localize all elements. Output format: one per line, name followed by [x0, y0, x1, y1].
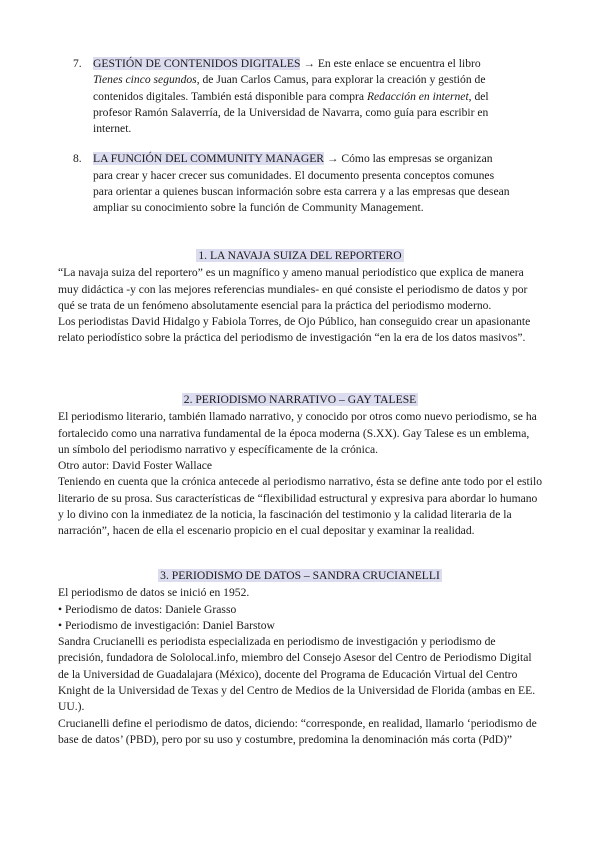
- section-title: 1. LA NAVAJA SUIZA DEL REPORTERO: [198, 249, 402, 262]
- link-community-manager[interactable]: LA FUNCIÓN DEL COMMUNITY MANAGER: [93, 152, 325, 166]
- paragraph: El periodismo de datos se inició en 1952.: [58, 586, 250, 600]
- section-title: 2. PERIODISMO NARRATIVO – GAY TALESE: [183, 393, 417, 406]
- item-text: → Cómo las empresas se organizan para crear y hacer crecer sus comunidades. El documento presenta conceptos comunes para orientar a quienes buscan información sobre esta carrera y a las empresas que desean ampliar su conocimiento sobre la función de Community Management.: [93, 152, 510, 215]
- book-title: Tienes cinco segundos: [93, 73, 197, 87]
- link-list: [73, 56, 513, 217]
- section-title: 3. PERIODISMO DE DATOS – SANDRA CRUCIANELLI: [160, 569, 440, 582]
- paragraph: Los periodistas David Hidalgo y Fabiola Torres, de Ojo Público, han conseguido crear un apasionante relato periodístico sobre la práctica del periodismo de investigación “en la era de los datos masivos”.: [58, 315, 531, 345]
- paragraph: El periodismo literario, también llamado narrativo, y conocido por otros como nuevo periodismo, se ha fortalecido como una narrativa fundamental de la época moderna (S.XX). Gay Talese es un emblema, un símbolo del periodismo narrativo y específicamente de la crónica.: [58, 410, 537, 456]
- book-title: Redacción en internet: [366, 89, 469, 103]
- item-text: , de Juan Carlos Camus, para explorar la creación y gestión de contenidos digitales. También está disponible para compra: [93, 73, 486, 103]
- paragraph: Teniendo en cuenta que la crónica antecede al periodismo narrativo, ésta se define ante todo por el estilo literario de su prosa. Sus características de “flexibilidad estructural y expresiva para abordar lo humano y lo divino con la inmediatez de la noticia, la fascinación del testimonio y la calidad literaria de la narración”, hacen de ella el escenario propicio en el cual depositar y examinar la realidad.: [58, 475, 542, 538]
- list-item-7: [73, 56, 513, 137]
- list-number: 8.: [73, 152, 82, 166]
- bullet-item: • Periodismo de investigación: Daniel Barstow: [58, 618, 275, 632]
- list-item-8: [73, 151, 513, 216]
- section-navaja-suiza: [58, 248, 542, 347]
- bullet-item: • Periodismo de datos: Daniele Grasso: [58, 602, 237, 616]
- paragraph: Crucianelli define el periodismo de datos, diciendo: “corresponde, en realidad, llamarlo ‘periodismo de base de datos’ (PBD), pero por su uso y costumbre, predomina la denominación más corta (PdD)”: [58, 716, 537, 746]
- section-periodismo-datos: [58, 568, 542, 748]
- item-text: , del profesor Ramón Salaverría, de la Universidad de Navarra, como guía para escribir en internet.: [93, 89, 489, 136]
- link-contenidos-digitales[interactable]: GESTIÓN DE CONTENIDOS DIGITALES: [93, 57, 301, 70]
- paragraph: “La navaja suiza del reportero” es un magnífico y ameno manual periodístico que explica de manera muy didáctica -y con las mejores referencias mundiales- en qué consiste el periodismo de datos y por qué se trata de un fenómeno absolutamente esencial para la práctica del periodismo moderno.: [58, 266, 528, 312]
- paragraph: Sandra Crucianelli es periodista especializada en periodismo de investigación y periodismo de precisión, fundadora de Sololocal.info, miembro del Consejo Asesor del Centro de Periodismo Digital de la Universidad de Guadalajara (México), docente del Programa de Educación Virtual del Centro Knight de la Universidad de Texas y del Centro de Medios de la Universidad de Florida (ambas en EE. UU.).: [58, 635, 536, 714]
- section-periodismo-narrativo: [58, 392, 542, 540]
- item-text: → En este enlace se encuentra el libro: [300, 57, 481, 70]
- list-number: 7.: [73, 57, 82, 70]
- paragraph: Otro autor: David Foster Wallace: [58, 459, 213, 473]
